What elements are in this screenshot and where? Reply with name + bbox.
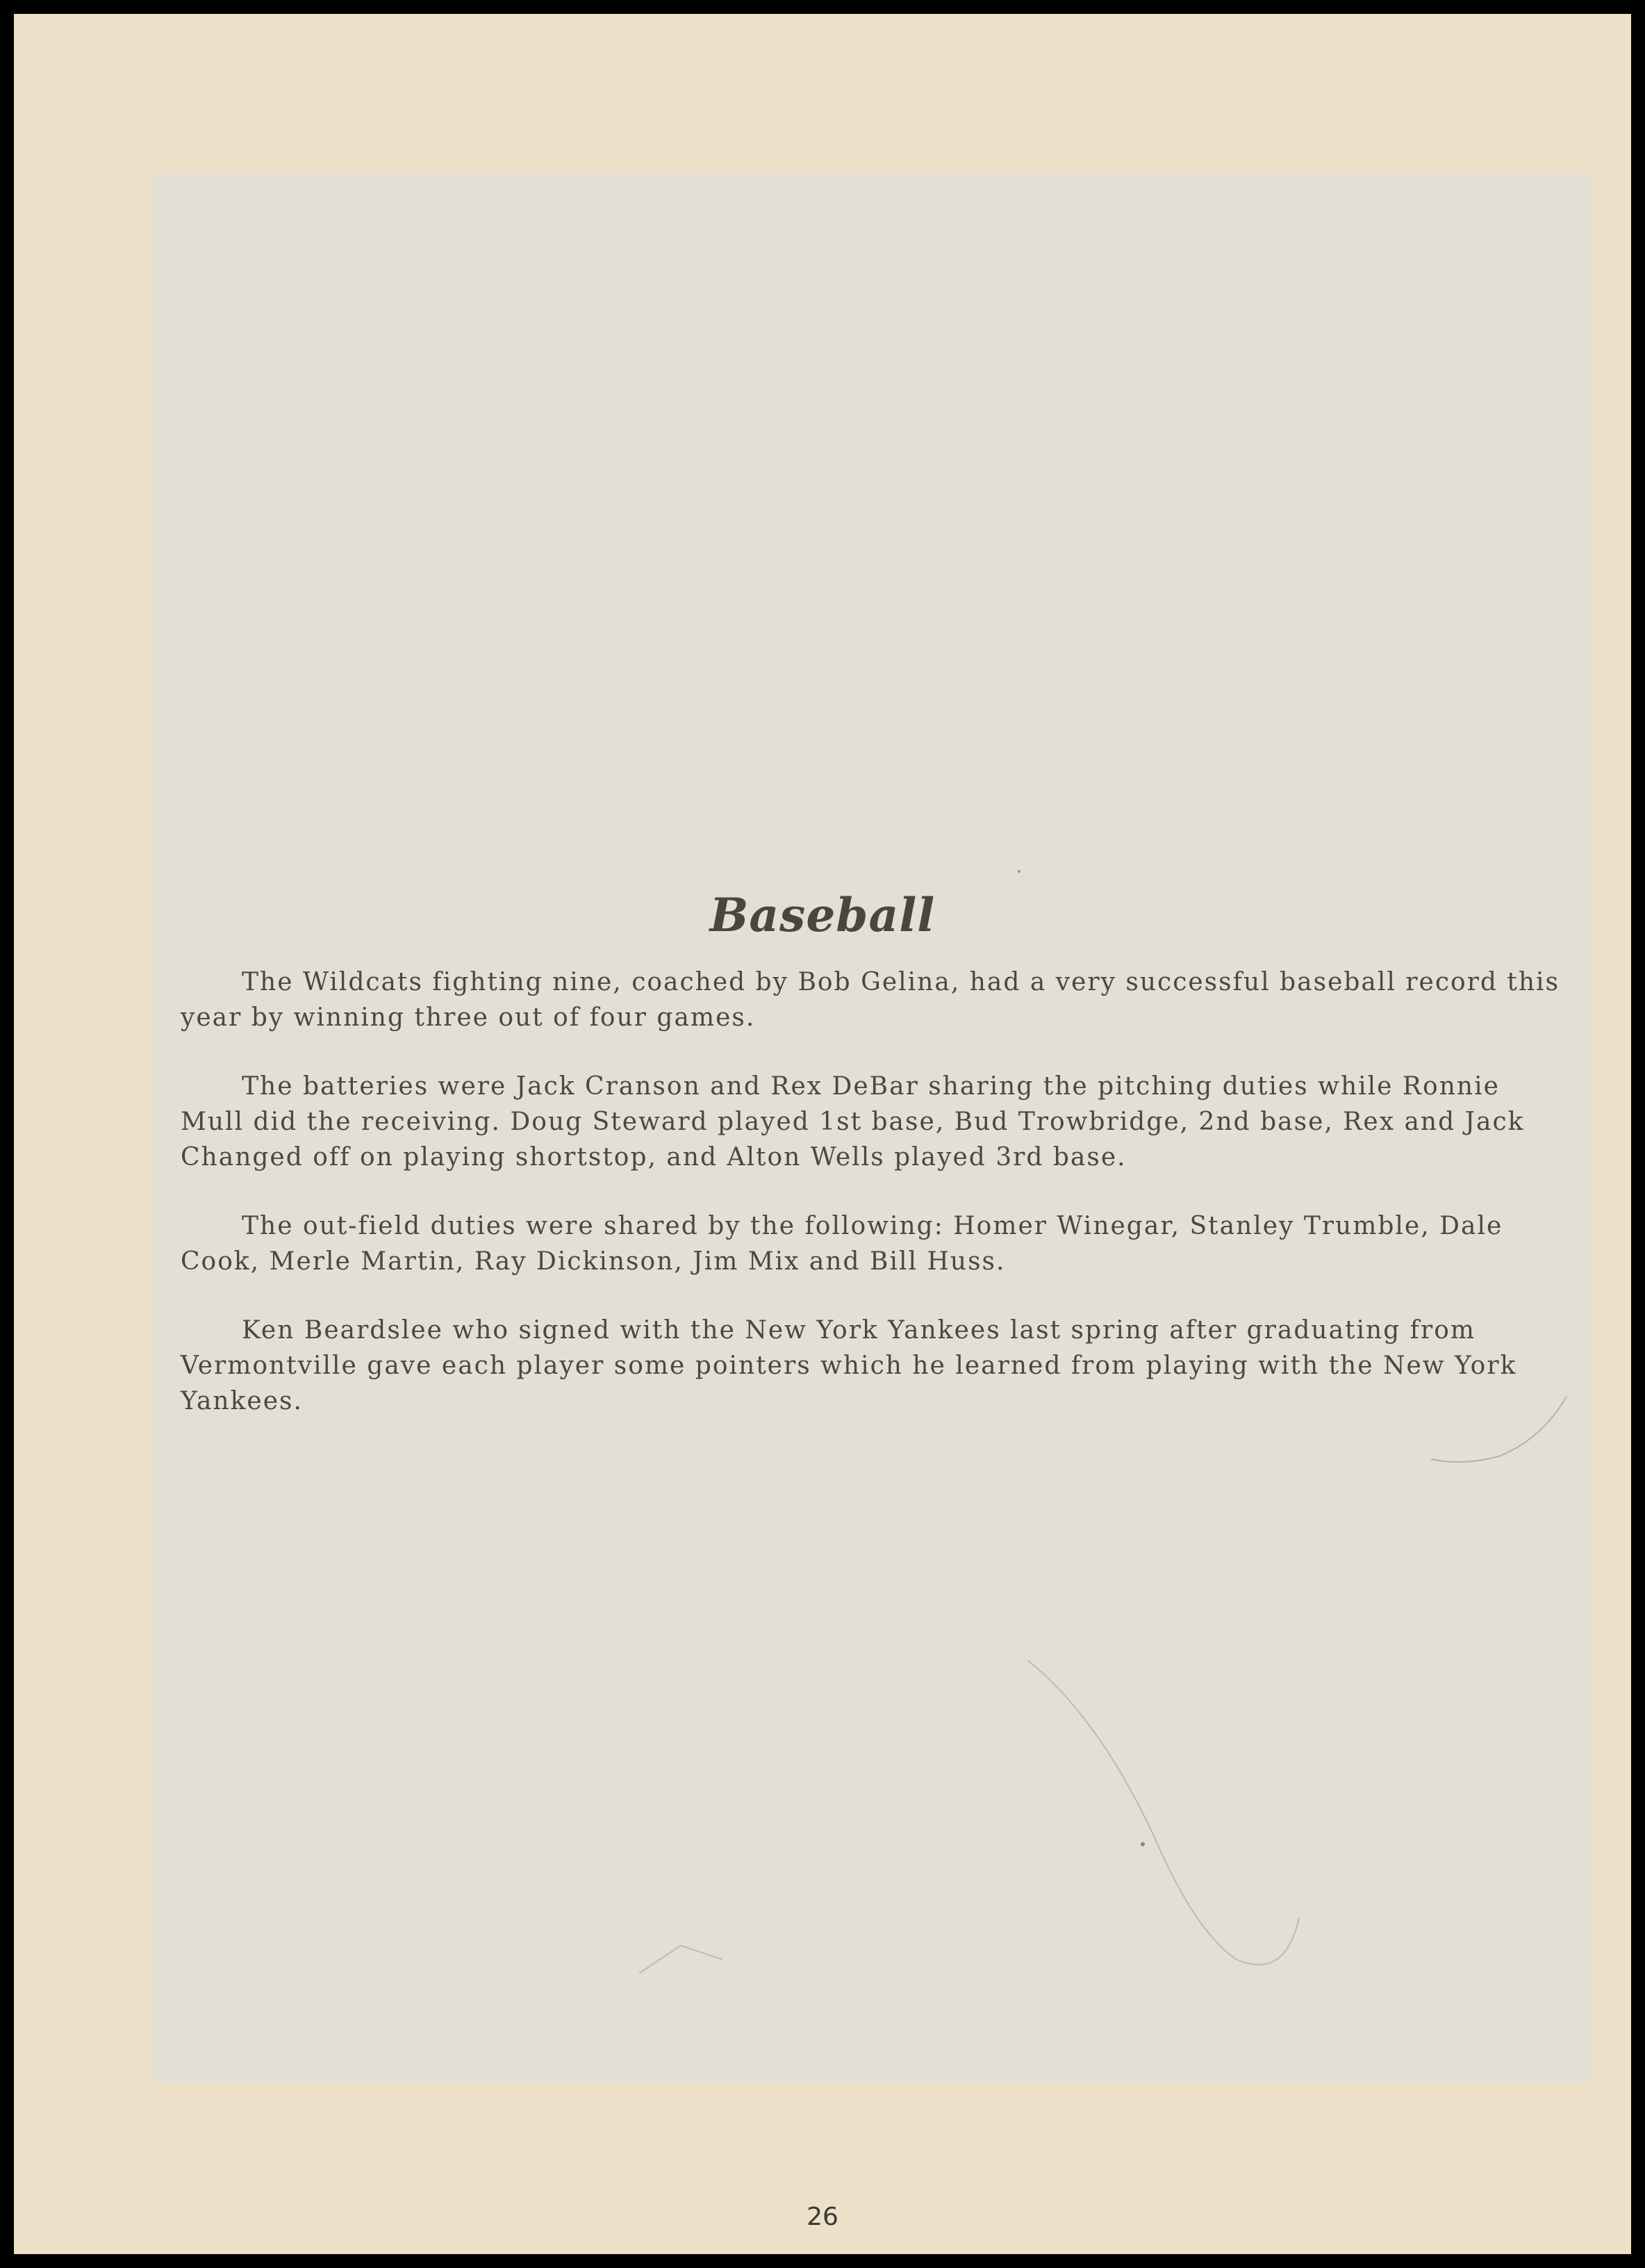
paragraph-1: The Wildcats fighting nine, coached by Bob Gelina, had a very successful baseball record this year by winning three out of four games. [181, 968, 1560, 1032]
paragraph-3: The out-field duties were shared by the following: Homer Winegar, Stanley Trumble, Dale Cook, Merle Martin, Ray Dickinson, Jim Mix and Bill Huss. [181, 1212, 1503, 1276]
yearbook-page [14, 14, 1631, 2254]
paragraph-2: The batteries were Jack Cranson and Rex DeBar sharing the pitching duties while Ronnie Mull did the receiving. Doug Steward played 1st base, Bud Trowbridge, 2nd base, Rex and Jack Changed off on playing shortstop, and Alton Wells played 3rd base. [181, 1072, 1525, 1172]
page-title: Baseball [709, 888, 936, 942]
page-number: 26 [807, 2203, 838, 2231]
paragraph-4: Ken Beardslee who signed with the New York Yankees last spring after graduating from Vermontville gave each player some pointers which he learned from playing with the New York Yankees. [181, 1316, 1517, 1415]
article-body [181, 964, 1570, 1452]
